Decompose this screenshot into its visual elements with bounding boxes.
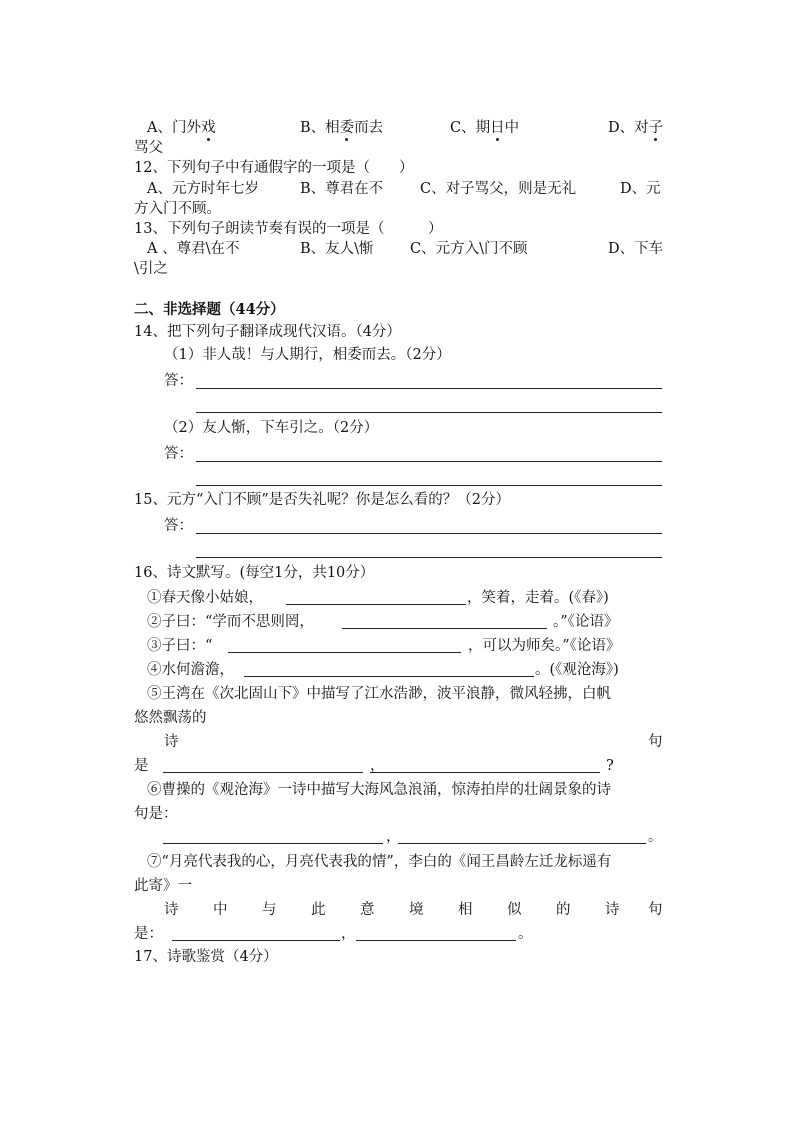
q13-opt-c: C、元方入\门不顾 <box>410 241 528 257</box>
q16-item7-label: 是： <box>134 926 163 942</box>
q15-answer-label: 答： <box>164 518 193 534</box>
q16-item4-post: 。(《观沧海》) <box>535 662 619 678</box>
q16-item7-char: 句 <box>648 902 663 918</box>
q16-item4-pre: ④水何澹澹， <box>147 662 234 678</box>
q11-cont: 骂父 <box>134 140 163 156</box>
q12-opt-c: C、对子骂父，则是无礼 <box>420 181 577 197</box>
q16-stem: 16、诗文默写。(每空1分，共10分） <box>134 565 375 581</box>
q16-item7-end: 。 <box>518 926 533 942</box>
answer-line[interactable] <box>196 557 662 558</box>
q13-stem: 13、下列句子朗读节奏有误的一项是（ ） <box>134 221 443 237</box>
q13-opt-b: B、友人\惭 <box>300 241 374 257</box>
q11-opt-d: D、对子 <box>608 120 664 136</box>
q11-opt-b: B、相委而去 <box>300 120 384 136</box>
q12-opt-b: B、尊君在不 <box>300 181 384 197</box>
q14-stem: 14、把下列句子翻译成现代汉语。（4分） <box>134 324 401 340</box>
fill-blank[interactable] <box>244 676 534 677</box>
q16-item3-pre: ③子曰：“ <box>147 638 213 654</box>
fill-blank[interactable] <box>398 843 646 844</box>
q16-item2-pre: ②子曰：“学而不思则罔， <box>147 614 314 630</box>
q16-item7-char: 此 <box>311 902 326 918</box>
fill-blank[interactable] <box>286 604 466 605</box>
fill-blank[interactable] <box>163 772 363 773</box>
answer-line[interactable] <box>196 412 662 413</box>
q17-stem: 17、诗歌鉴赏（4分） <box>134 949 278 965</box>
emphasis-dot: 子 <box>648 120 664 136</box>
q16-item5-text: ⑤王湾在《次北固山下》中描写了江水浩渺，波平浪静，微风轻拂，白帆 <box>147 686 611 702</box>
answer-line[interactable] <box>196 533 662 534</box>
emphasis-dot: 戏 <box>200 120 216 136</box>
q16-item7-char: 中 <box>213 902 228 918</box>
section2-heading: 二、非选择题（44分） <box>134 301 285 318</box>
q16-item5-shi2: 是 <box>134 758 149 774</box>
fill-blank[interactable] <box>356 940 516 941</box>
q14-sub2: （2）友人惭，下车引之。（2分） <box>164 420 379 436</box>
q16-item5-comma: ， <box>370 758 385 774</box>
q16-item7-char: 相 <box>458 902 473 918</box>
q13-opt-d: D、下车 <box>608 241 664 257</box>
q16-item1-pre: ①春天像小姑娘， <box>147 590 263 606</box>
q15-stem: 15、元方“入门不顾”是否失礼呢？你是怎么看的？（2分） <box>134 492 510 508</box>
fill-blank[interactable] <box>342 628 547 629</box>
q12-opt-d: D、元 <box>620 181 661 197</box>
emphasis-dot: 委 <box>339 120 355 136</box>
fill-blank[interactable] <box>370 772 600 773</box>
emphasis-dot: 日 <box>490 120 505 136</box>
q16-item6-end: 。 <box>648 829 663 845</box>
q16-item5-shi: 诗 <box>164 734 179 750</box>
q14-answer-label-2: 答： <box>164 446 193 462</box>
fill-blank[interactable] <box>163 843 383 844</box>
q12-cont: 方入门不顾。 <box>134 201 221 217</box>
q16-item7-text: ⑦“月亮代表我的心，月亮代表我的情”，李白的《闻王昌龄左迁龙标遥有 <box>147 854 612 870</box>
q16-item7-char: 的 <box>556 902 571 918</box>
q16-item7-char: 意 <box>360 902 375 918</box>
q16-item5-ju: 句 <box>648 734 663 750</box>
q16-item2-post: 。”《论语》 <box>553 614 619 630</box>
q16-item7-comma: ， <box>341 926 356 942</box>
q16-item7-char: 诗 <box>605 902 620 918</box>
answer-line[interactable] <box>196 485 662 486</box>
fill-blank[interactable] <box>228 652 461 653</box>
q16-item7-char: 与 <box>262 902 277 918</box>
answer-line[interactable] <box>196 461 662 462</box>
q12-stem: 12、下列句子中有通假字的一项是（ ） <box>134 160 414 176</box>
q16-item1-post: ，笑着，走着。(《春》) <box>467 590 609 606</box>
q16-item6-text: ⑥曹操的《观沧海》一诗中描写大海风急浪涌，惊涛拍岸的壮阔景象的诗 <box>147 782 611 798</box>
q16-item5-end: ? <box>606 758 614 774</box>
q14-sub1: （1）非人哉！与人期行，相委而去。（2分） <box>164 347 451 363</box>
q13-opt-a: A 、尊君\在不 <box>147 241 240 257</box>
fill-blank[interactable] <box>172 940 340 941</box>
q11-opt-c: C、期日中 <box>450 120 520 136</box>
q16-item7-cont: 此寄》一 <box>134 878 192 894</box>
q16-item6-cont: 句是： <box>134 806 178 822</box>
answer-line[interactable] <box>196 388 662 389</box>
q16-item5-cont: 悠然飘荡的 <box>134 710 207 726</box>
q14-answer-label-1: 答： <box>164 373 193 389</box>
q16-item6-comma: ， <box>386 829 401 845</box>
q13-cont: \引之 <box>134 261 168 277</box>
q11-opt-a: A、门外戏 <box>147 120 216 136</box>
q16-item7-char: 似 <box>507 902 522 918</box>
q12-opt-a: A、元方时年七岁 <box>147 181 259 197</box>
q16-item7-char: 诗 <box>164 902 179 918</box>
q16-item3-post: ，可以为师矣。”《论语》 <box>468 638 621 654</box>
q16-item7-char: 境 <box>409 902 424 918</box>
